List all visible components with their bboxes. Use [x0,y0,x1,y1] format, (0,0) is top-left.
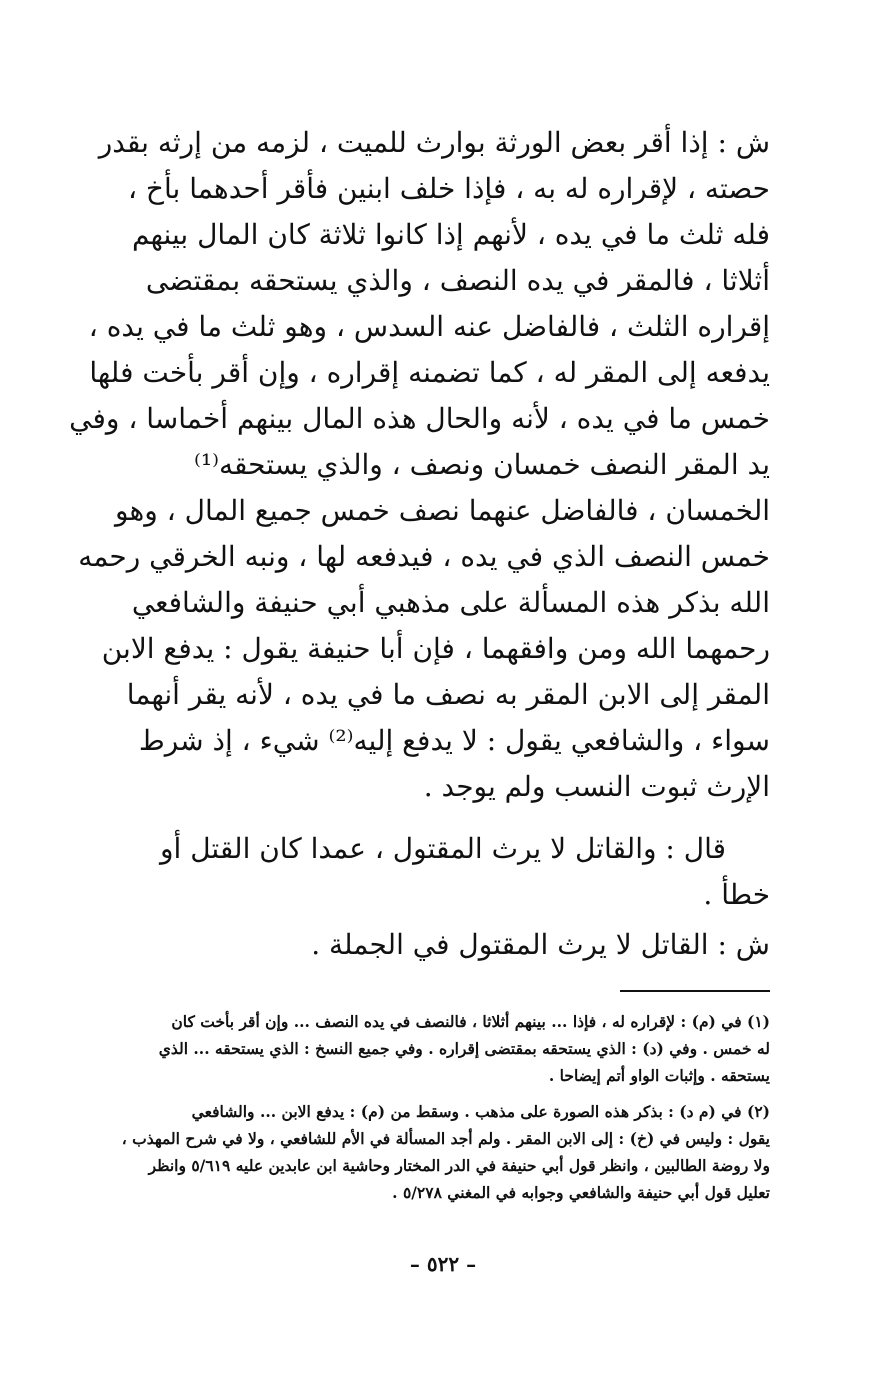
footnote-separator [620,990,770,992]
body-line: الإرث ثبوت النسب ولم يوجد . [423,770,770,803]
footnote-line: تعليل قول أبي حنيفة والشافعي وجوابه في المغني ٥/٢٧٨ . [392,1183,770,1202]
body-line: أثلاثا ، فالمقر في يده النصف ، والذي يستحقه بمقتضى [145,264,770,297]
footnote-line: له خمس . وفي (د) : الذي يستحقه بمقتضى إقراره . وفي جميع النسخ : الذي يستحقه ... الذي [158,1039,770,1058]
body-line: المقر إلى الابن المقر به نصف ما في يده ، لأنه يقر أنهما [126,678,770,711]
footnote-line: (٢) في (م د) : بذكر هذه الصورة على مذهب . وسقط من (م) : يدفع الابن ... والشافعي [191,1102,770,1121]
body-line: خمس النصف الذي في يده ، فيدفعه لها ، ونبه الخرقي رحمه [78,540,770,573]
body-line: فله ثلث ما في يده ، لأنهم إذا كانوا ثلاثة كان المال بينهم [131,218,770,251]
body-line: ش : إذا أقر بعض الورثة بوارث للميت ، لزمه من إرثه بقدر [98,126,770,159]
footnote-line: يستحقه . وإثبات الواو أتم إيضاحا . [548,1066,770,1085]
body-line: إقراره الثلث ، فالفاضل عنه السدس ، وهو ثلث ما في يده ، [88,310,770,343]
footnote-line: (١) في (م) : لإقراره له ، فإذا ... بينهم أثلاثا ، فالنصف في يده النصف ... وإن أقر بأخت كان [171,1012,770,1031]
body-line: خمس ما في يده ، لأنه والحال هذه المال بينهم أخماسا ، وفي [69,402,770,435]
footnote-line: يقول : وليس في (خ) : إلى الابن المقر . ولم أجد المسألة في الأم للشافعي ، ولا في شرح المهذب ، [121,1129,770,1148]
body-line: الله بذكر هذه المسألة على مذهبي أبي حنيفة والشافعي [131,586,770,619]
matn-line: قال : والقاتل لا يرث المقتول ، عمدا كان القتل أو [160,832,726,865]
matn-line: خطأ . [703,878,770,911]
body-line: سواء ، والشافعي يقول : لا يدفع إليه⁽²⁾ شيء ، إذ شرط [138,724,770,757]
body-line: رحمهما الله ومن وافقهما ، فإن أبا حنيفة يقول : يدفع الابن [101,632,770,665]
footnote-line: ولا روضة الطالبين ، وانظر قول أبي حنيفة في الدر المختار وحاشية ابن عابدين عليه ٥/٦١٩ وانظر [148,1156,770,1175]
commentary-line: ش : القاتل لا يرث المقتول في الجملة . [311,928,770,961]
body-line: يد المقر النصف خمسان ونصف ، والذي يستحقه⁽¹⁾ [193,448,770,481]
body-line: يدفعه إلى المقر له ، كما تضمنه إقراره ، وإن أقر بأخت فلها [89,356,770,389]
page-number: – ٥٢٢ – [409,1252,477,1276]
body-line: الخمسان ، فالفاضل عنهما نصف خمس جميع المال ، وهو [115,494,770,527]
body-line: حصته ، لإقراره له به ، فإذا خلف ابنين فأقر أحدهما بأخ ، [127,172,770,205]
